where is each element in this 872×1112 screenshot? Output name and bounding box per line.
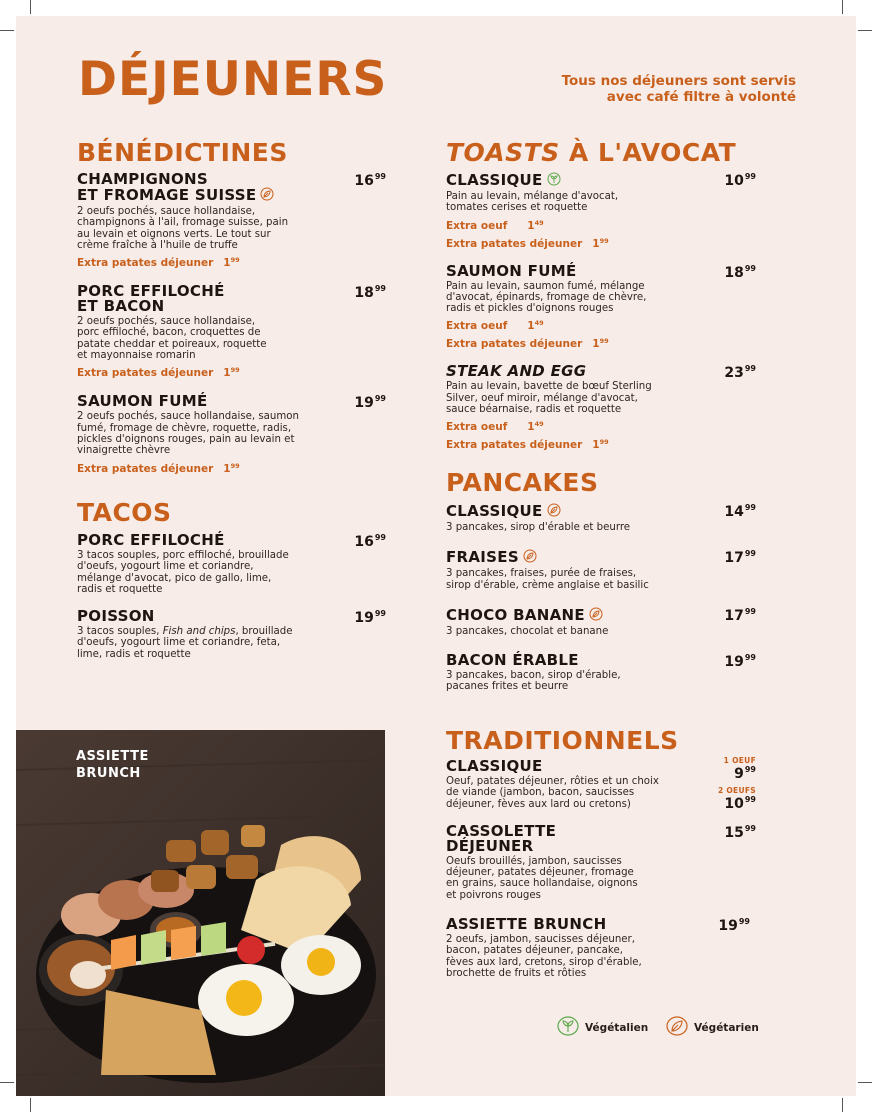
vegetarian-leaf-icon [589,607,603,624]
item-extra: Extra patates déjeuner $1^{99}$ [77,256,240,270]
item-description: 2 oeufs pochés, sauce hollandaise, champignons à l'ail, fromage suisse, pain au levain et oignons verts. Le tout sur crème fraîche à l'huile de truffe [77,206,289,251]
section-title: PANCAKES [446,468,599,497]
crop-mark [858,30,872,31]
section-traditionnels [446,728,756,979]
crop-mark [30,0,31,14]
item-extra: Extra oeuf $1^{49}$ [446,420,544,434]
item-price-options: 1 OEUF $9^{99}$ 2 OEUFS $10^{99}$ [717,756,756,812]
menu-item [446,821,756,901]
item-name: FRAISES [446,549,756,566]
item-description: Oeufs brouillés, jambon, saucisses déjeuner, patates déjeuner, fromage en grains, sauce hollandaise, oignons et poivrons rouges [446,855,638,901]
legend-vegan: Végétalien [557,1016,648,1039]
item-price: $18^{99}$ [354,284,386,302]
photo-label: ASSIETTE BRUNCH [76,749,149,781]
section-toasts [446,140,756,452]
vegan-sprout-icon [557,1016,579,1039]
item-description: Oeuf, patates déjeuner, rôties et un choix de viande (jambon, bacon, saucisses déjeuner, fèves aux lard ou cretons) [446,776,659,810]
item-extra: Extra patates déjeuner $1^{99}$ [446,236,609,250]
section-title: BÉNÉDICTINES [77,138,288,167]
item-description: 2 oeufs pochés, sauce hollandaise, porc effiloché, bacon, croquettes de patate cheddar et poireaux, roquette et mayonnaise romarin [77,316,267,362]
item-name: POISSON [77,607,155,626]
menu-item [446,261,756,352]
item-description: Pain au levain, mélange d'avocat, tomates cerises et roquette [446,191,619,214]
item-price: $17^{99}$ [724,606,756,624]
menu-item [446,917,756,979]
item-description: 3 tacos souples, porc effiloché, brouillade d'oeufs, yogourt lime et coriandre, mélange d'avocat, pico de gallo, lime, radis et roquette [77,550,289,595]
item-name: SAUMON FUMÉ [77,392,208,411]
item-price: $19^{99}$ [724,653,756,671]
item-extra: Extra patates déjeuner $1^{99}$ [446,337,609,351]
section-tacos [77,500,386,660]
item-price: $17^{99}$ [724,549,756,567]
menu-item [77,609,386,660]
section-benedictines [77,140,386,476]
crop-mark [0,1082,14,1083]
section-title: TRADITIONNELS [446,726,679,755]
item-name: CHOCO BANANE [446,607,756,624]
item-price: $10^{99}$ [724,172,756,189]
section-title: TACOS [77,498,172,527]
item-price: $16^{99}$ [354,533,386,550]
item-name: ASSIETTE BRUNCH [446,915,607,934]
item-price: $14^{99}$ [724,503,756,520]
item-description: 3 pancakes, chocolat et banane [446,625,609,637]
item-price: $16^{99}$ [354,172,386,189]
menu-item [77,533,386,595]
crop-mark [858,1082,872,1083]
menu-item [77,284,386,380]
menu-item [77,394,386,475]
menu-item [446,549,756,591]
menu-item [446,653,756,693]
item-name: CHAMPIGNONS ET FROMAGE SUISSE [77,172,386,204]
menu-item [446,503,756,533]
vegetarian-leaf-icon [666,1016,688,1039]
brunch-plate-image [16,730,385,1096]
vegetarian-leaf-icon [547,503,561,520]
vegan-sprout-icon [547,172,561,189]
legend-vegetarian: Végétarien [666,1016,759,1039]
item-name: PORC EFFILOCHÉ [77,531,225,549]
crop-mark [30,1098,31,1112]
menu-item [446,756,756,812]
item-description: 3 tacos souples, Fish and chips, brouillade d'oeufs, yogourt lime et coriandre, feta, lime, radis et roquette [77,626,293,660]
item-price: $15^{99}$ [724,823,756,841]
item-price: $23^{99}$ [724,364,756,382]
vegetarian-leaf-icon [523,549,537,566]
item-name: CASSOLETTE DÉJEUNER [446,821,557,855]
item-description: 2 oeufs pochés, sauce hollandaise, saumon fumé, fromage de chèvre, roquette, radis, pickles d'oignons rouges, pain au levain et vinaigrette chèvre [77,411,299,457]
crop-mark [0,30,14,31]
item-name: BACON ÉRABLE [446,651,579,670]
item-description: 3 pancakes, sirop d'érable et beurre [446,522,631,533]
item-name: CLASSIQUE [446,172,756,189]
section-title: TOASTS À L'AVOCAT [446,138,737,167]
menu-item [77,172,386,270]
item-description: 3 pancakes, fraises, purée de fraises, sirop d'érable, crème anglaise et basilic [446,568,649,591]
page-title: DÉJEUNERS [78,52,388,107]
item-extra: Extra patates déjeuner $1^{99}$ [77,366,240,380]
item-description: 3 pancakes, bacon, sirop d'érable, pacanes frites et beurre [446,670,621,693]
item-extra: Extra patates déjeuner $1^{99}$ [446,438,609,452]
menu-item [446,364,756,452]
item-name: CLASSIQUE [446,503,756,520]
item-description: Pain au levain, saumon fumé, mélange d'avocat, épinards, fromage de chèvre, radis et pickles d'oignons rouges [446,280,647,315]
item-description: 2 oeufs, jambon, saucisses déjeuner, bacon, patates déjeuner, pancake, fèves aux lard, cretons, sirop d'érable, brochette de fruits et rôties [446,934,642,979]
crop-mark [842,0,843,14]
menu-page [16,16,856,1096]
menu-item [446,607,756,637]
item-price: $18^{99}$ [724,263,756,281]
item-name: STEAK AND EGG [446,362,587,381]
brunch-photo [16,730,385,1096]
item-name: PORC EFFILOCHÉ ET BACON [77,282,225,316]
item-price: $19^{99}$ [354,394,386,412]
menu-item [446,172,756,251]
crop-mark [842,1098,843,1112]
item-extra: Extra oeuf $1^{49}$ [446,319,544,333]
vegetarian-leaf-icon [260,187,274,204]
section-pancakes [446,470,756,693]
item-extra: Extra oeuf $1^{49}$ [446,218,544,232]
item-name: CLASSIQUE [446,757,543,775]
item-extra: Extra patates déjeuner $1^{99}$ [77,461,240,475]
item-price: $19^{99}$ [718,917,750,935]
item-name: SAUMON FUMÉ [446,261,577,280]
item-description: Pain au levain, bavette de bœuf Sterling Silver, oeuf miroir, mélange d'avocat, sauce béarnaise, radis et roquette [446,381,652,416]
tagline: Tous nos déjeuners sont servis avec café filtre à volonté [561,73,796,105]
item-price: $19^{99}$ [354,609,386,627]
